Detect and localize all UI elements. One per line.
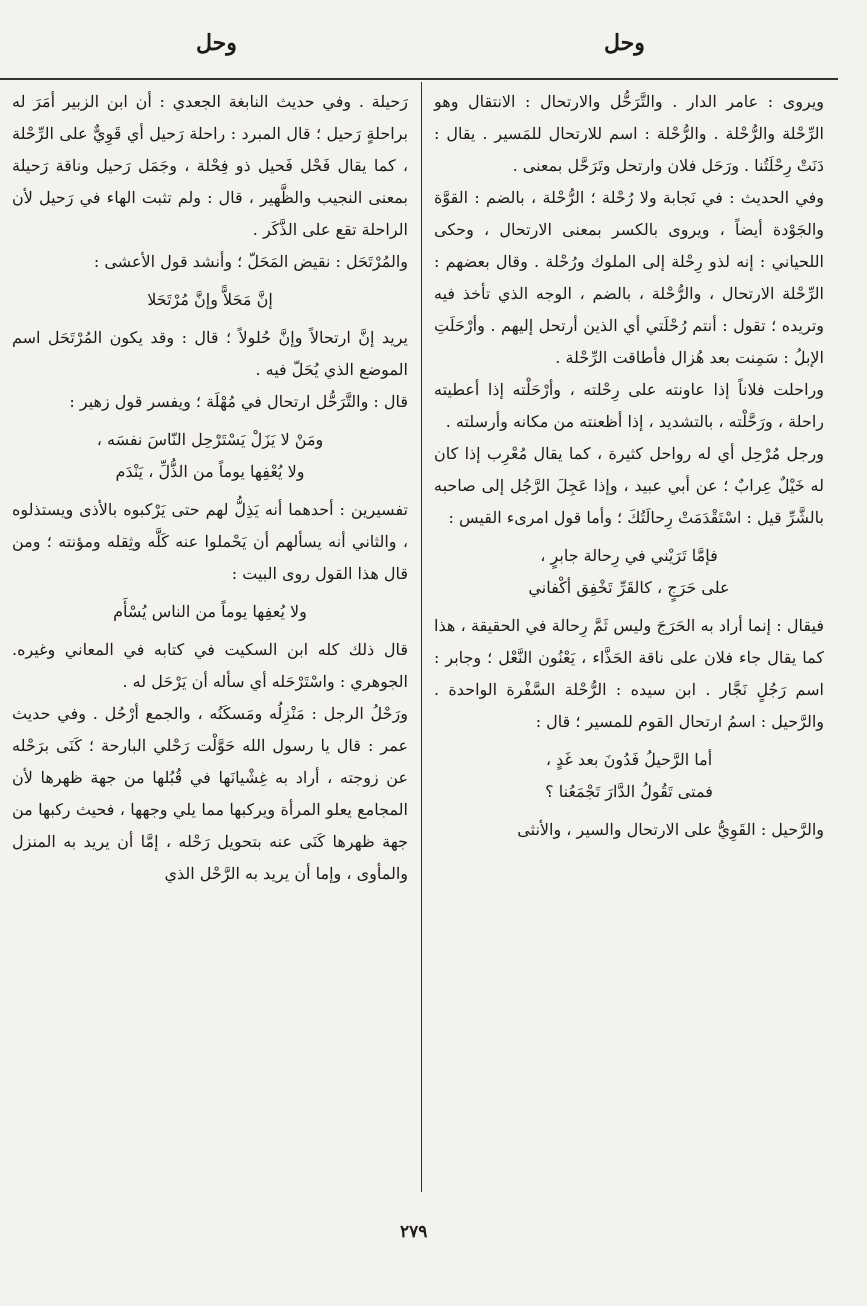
verse-line: ولا يُعْفِها يوماً من الذُّلِّ ، يَنْدَم <box>115 462 305 481</box>
paragraph: يريد إنَّ ارتحالاً وإنَّ حُلولاً ؛ قال : وقد يكون المُرْتَحَل اسم الموضع الذي يُحَلّ فيه . <box>12 328 408 379</box>
paragraph: ورجل مُرْحِل أي له رواحل كثيرة ، كما يقال مُعْرِب إذا كان له خَيْلٌ عِرابٌ ؛ عن أبي عبيد ، وإذا عَجِلَ الرَّجُل إلى صاحبه بالشَّرِّ قيل : اسْتَقْدَمَتْ رِحالَتُكَ ؛ وأما قول امرىء القيس : <box>434 444 824 527</box>
verse-block <box>434 540 824 604</box>
paragraph: وراحلت فلاناً إذا عاونته على رِحْلته ، وأرْحَلْته إذا أعطيته راحلة ، ورَحَّلْته ، بالتشديد ، إذا أظعنته من مكانه وأرسلته . <box>434 380 824 431</box>
paragraph: ورَحْلُ الرجل : مَنْزِلُه ومَسكَنُه ، والجمع أرْحُل . وفي حديث عمر : قال يا رسول الله حَوَّلْت رَحْلي البارحة ؛ كَنَى برَحْله عن زوجته ، أراد به غِشْيانَها في قُبُلها من جهة ظهرها لأن المجامع يعلو المرأة ويركبها مما يلي وجهها ، فحيث ركبها من جهة ظهرها كَنَى عنه بتحويل رَحْله ، إمَّا أن يريد به المنزل والمأوى ، وإما أن يريد به الرَّحْل الذي <box>12 704 408 883</box>
verse-line: فمتى تَقُولُ الدَّارَ تَجْمَعُنا ؟ <box>545 782 713 801</box>
verse-block <box>434 744 824 808</box>
verse-line: على حَرَجٍ ، كالقَرِّ تَخْفِق أكْفاني <box>528 578 730 597</box>
verse-block <box>12 596 408 628</box>
header-rule <box>0 78 838 80</box>
verse-block <box>12 424 408 488</box>
paragraph: والمُرْتَحَل : نقيض المَحَلّ ؛ وأنشد قول الأعشى : <box>93 252 408 271</box>
paragraph: رَحيلة . وفي حديث النابغة الجعدي : أن ابن الزبير أمَرَ له براحلةٍ رَحيل ؛ قال المبرد : راحلة رَحيل أي قَوِيٌّ على الرِّحْلة ، كما يقال فَحْل فَحيل ذو فِحْلة ، وجَمَل رَحيل وناقة رَحيلة بمعنى النجيب والظَّهير ، قال : ولم تثبت الهاء في رَحيل لأن الراحلة تقع على الذَّكَر . <box>12 92 408 239</box>
verse-line: إنَّ مَحَلاًّ وإنَّ مُرْتَحَلا <box>147 290 273 309</box>
verse-line: فإمَّا تَرَيْني في رِحالة جابرٍ ، <box>540 546 718 565</box>
verse-line: ومَنْ لا يَزَلْ يَسْتَرْحِل النّاسَ نفسَه ، <box>96 430 324 449</box>
page-number: ٢٧٩ <box>400 1222 428 1242</box>
verse-block <box>12 284 408 316</box>
running-head-right: وحل <box>604 30 645 56</box>
verse-line: أما الرَّحيلُ فَدُونَ بعد غَدٍ ، <box>545 750 713 769</box>
running-head-left: وحل <box>196 30 237 56</box>
paragraph: قال : والتَّرَحُّل ارتحال في مُهْلَة ؛ ويفسر قول زهير : <box>69 392 408 411</box>
paragraph: فيقال : إنما أراد به الحَرَجَ وليس ثَمَّ رِحالة في الحقيقة ، هذا كما يقال جاء فلان على ناقة الحَذَّاء ، يَعْنُون النَّعْل ؛ وجابر : اسم رَجُلٍ نَجَّار . ابن سيده : الرُّحْلة السَّفْرة الواحدة . والرَّحيل : اسمُ ارتحال القوم للمسير ؛ قال : <box>434 616 824 731</box>
paragraph: ويروى : عامر الدار . والتَّرَحُّل والارتحال : الانتقال وهو الرِّحْلة والرُّحْلة . والرُّحْلة : اسم للارتحال للمَسير . يقال : دَنَتْ رِحْلَتُنا . ورَحَل فلان وارتحل وتَرَحَّل بمعنى . <box>434 92 824 175</box>
paragraph: والرَّحيل : القَوِيُّ على الارتحال والسير ، والأنثى <box>517 820 824 839</box>
verse-line: ولا يُعفِها يوماً من الناس يُسْأَم <box>113 602 307 621</box>
left-column <box>12 86 408 890</box>
right-column <box>434 86 824 846</box>
column-divider <box>421 82 422 1192</box>
paragraph: تفسيرين : أحدهما أنه يَذِلُّ لهم حتى يَرْكبوه بالأذى ويستذلوه ، والثاني أنه يسألهم أن يَحْملوا عنه كَلَّه وثِقله ومؤنته ؛ ومن قال هذا القول روى البيت : <box>12 500 408 583</box>
paragraph: قال ذلك كله ابن السكيت في كتابه في المعاني وغيره. الجوهري : واسْتَرْحَله أي سأله أن يَرْحَل له . <box>12 640 409 691</box>
paragraph: وفي الحديث : في نَجابة ولا رُحْلة ؛ الرُّحْلة ، بالضم : القوَّة والجَوْدة أيضاً ، ويروى بالكسر بمعنى الارتحال ، وحكى اللحياني : إنه لذو رِحْلة إلى الملوك ورُحْلة . وقال بعضهم : الرِّحْلة الارتحال ، والرُّحْلة ، بالضم ، الوجه الذي تأخذ فيه وتريده ؛ تقول : أنتم رُحْلَتي أي الذين أرتحل إليهم . وأرْحَلَتِ الإبلُ : سَمِنت بعد هُزال فأطاقت الرِّحْلة . <box>434 188 825 367</box>
